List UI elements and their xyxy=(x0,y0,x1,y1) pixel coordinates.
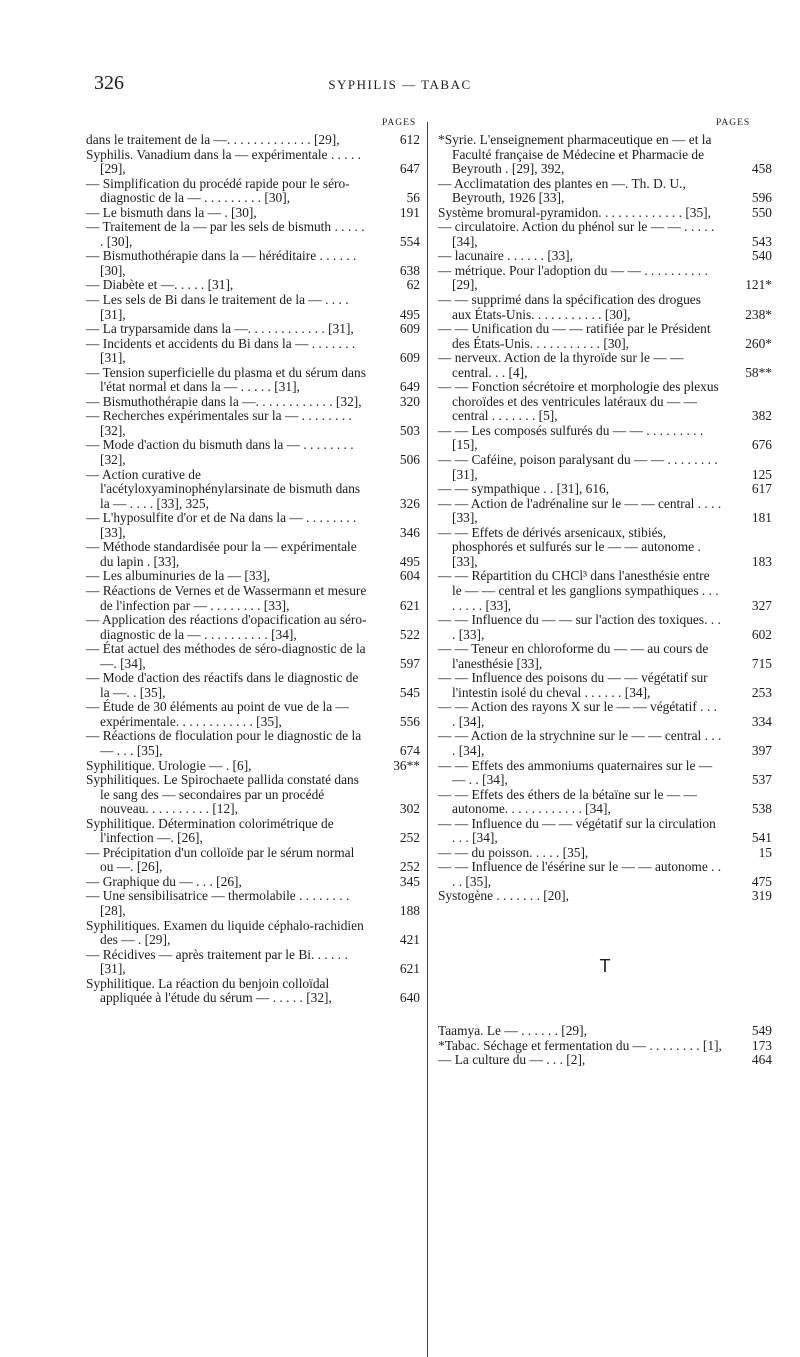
entry-page: 602 xyxy=(751,626,772,642)
entry-text: — Traitement de la — par les sels de bismuth . . . . . . [30], xyxy=(86,219,365,249)
entry-text: Syphilitique. Urologie — . [6], xyxy=(86,757,252,773)
entry-page: 538 xyxy=(751,801,772,817)
entry-text: Syphilitique. La réaction du benjoin colloïdal appliquée à l'étude du sérum — . . . . . [32], xyxy=(86,975,332,1006)
index-entry xyxy=(438,889,772,904)
index-entry xyxy=(438,613,772,642)
entry-text: — — Action de la strychnine sur le — — central . . . . [34], xyxy=(438,728,722,758)
entry-text: — — Action de l'adrénaline sur le — — central . . . . [33], xyxy=(438,495,722,526)
column-divider xyxy=(427,122,428,1357)
entry-text: — Acclimatation des plantes en —. Th. D. U., Beyrouth, 1926 [33], xyxy=(438,175,686,206)
entry-text: — circulatoire. Action du phénol sur le — — . . . . . [34], xyxy=(438,219,715,249)
index-entry xyxy=(438,1039,772,1054)
entry-page: 612 xyxy=(399,132,420,147)
section-letter: T xyxy=(599,955,611,976)
index-entry xyxy=(438,351,772,380)
index-entry xyxy=(86,700,420,729)
entry-page: 188 xyxy=(399,902,420,918)
entry-text: Syphilis. Vanadium dans la — expérimentale . . . . . [29], xyxy=(86,146,361,177)
entry-page: 647 xyxy=(399,161,420,177)
entry-text: — Étude de 30 éléments au point de vue de la — expérimentale. . . . . . . . . . . . [35], xyxy=(86,699,349,729)
entry-text: Système bromural-pyramidon. . . . . . . . . . . . . [35], xyxy=(438,204,711,220)
entry-page: 621 xyxy=(399,597,420,613)
entry-text: — Simplification du procédé rapide pour le séro-diagnostic de la — . . . . . . . . . [30], xyxy=(86,175,350,206)
index-entry xyxy=(86,759,420,774)
entry-text: — Les albuminuries de la — [33], xyxy=(86,568,271,584)
entry-text: — — du poisson. . . . . [35], xyxy=(438,844,589,860)
index-entry xyxy=(86,249,420,278)
entry-text: — — sympathique . . [31], 616, xyxy=(438,481,610,497)
index-entry xyxy=(86,613,420,642)
entry-page: 327 xyxy=(751,597,772,613)
entry-text: Syphilitiques. Le Spirochaete pallida constaté dans le sang des — secondaires par un procédé nouveau. . . . . . . . . . [12], xyxy=(86,772,359,817)
entry-text: — Tension superficielle du plasma et du sérum dans l'état normal et dans la — . . . . . [31], xyxy=(86,364,366,395)
entry-page: 326 xyxy=(399,495,420,511)
index-entry xyxy=(86,773,420,817)
index-entry xyxy=(86,729,420,758)
entry-text: — Mode d'action des réactifs dans le diagnostic de la —. . [35], xyxy=(86,670,359,700)
pages-label-left: PAGES xyxy=(382,118,417,128)
index-entry xyxy=(86,540,420,569)
index-entry xyxy=(86,337,420,366)
entry-page: 421 xyxy=(399,932,420,948)
entry-text: — Les sels de Bi dans le traitement de la — . . . . [31], xyxy=(86,292,349,322)
index-entry xyxy=(86,206,420,221)
index-entry xyxy=(86,919,420,948)
entry-page: 252 xyxy=(399,830,420,846)
left-column xyxy=(86,133,420,1006)
entry-text: — — Effets des ammoniums quaternaires sur le — — . . [34], xyxy=(438,757,713,788)
entry-page: 183 xyxy=(751,553,772,569)
index-entry xyxy=(86,584,420,613)
entry-text: — Méthode standardisée pour la — expérimentale du lapin . [33], xyxy=(86,539,357,569)
entry-page: 541 xyxy=(751,830,772,846)
entry-page: 638 xyxy=(399,262,420,278)
entry-page: 397 xyxy=(751,742,772,758)
entry-page: 464 xyxy=(751,1052,772,1068)
entry-page: 58** xyxy=(745,364,772,380)
entry-text: — Le bismuth dans la — . [30], xyxy=(86,204,257,220)
entry-page: 604 xyxy=(399,568,420,584)
entry-page: 56 xyxy=(406,190,420,206)
index-entry xyxy=(86,948,420,977)
index-entry xyxy=(438,817,772,846)
entry-text: — — Influence du — — végétatif sur la circulation . . . [34], xyxy=(438,815,716,846)
running-title: SYPHILIS — TABAC xyxy=(328,77,472,92)
entry-text: — L'hyposulfite d'or et de Na dans la — . . . . . . . . [33], xyxy=(86,510,357,540)
entry-page: 617 xyxy=(751,481,772,497)
entry-text: — — Fonction sécrétoire et morphologie des plexus choroïdes et des ventricules latéraux du — — central . . . . . . . [5], xyxy=(438,379,719,424)
entry-text: — État actuel des méthodes de séro-diagnostic de la —. [34], xyxy=(86,641,366,671)
entry-text: — Diabète et —. . . . . [31], xyxy=(86,277,234,293)
entry-text: dans le traitement de la —. . . . . . . . . . . . . [29], xyxy=(86,132,340,147)
entry-page: 458 xyxy=(751,161,772,177)
index-entry xyxy=(438,293,772,322)
index-entry xyxy=(86,889,420,918)
index-entry xyxy=(86,395,420,410)
entry-page: 382 xyxy=(751,408,772,424)
index-entry xyxy=(438,860,772,889)
entry-text: — La tryparsamide dans la —. . . . . . . . . . . . [31], xyxy=(86,321,354,337)
index-entry xyxy=(438,206,772,221)
index-entry xyxy=(86,846,420,875)
entry-page: 621 xyxy=(399,961,420,977)
entry-page: 540 xyxy=(751,248,772,264)
entry-text: — — Action des rayons X sur le — — végétatif . . . . [34], xyxy=(438,699,717,729)
entry-text: — Précipitation d'un colloïde par le sérum normal ou —. [26], xyxy=(86,844,355,875)
entry-page: 238* xyxy=(745,306,772,322)
entry-page: 537 xyxy=(751,772,772,788)
index-entry xyxy=(86,817,420,846)
entry-page: 495 xyxy=(399,553,420,569)
index-entry xyxy=(438,177,772,206)
index-entry xyxy=(438,759,772,788)
entry-page: 173 xyxy=(751,1037,772,1053)
entry-page: 609 xyxy=(399,350,420,366)
index-entry xyxy=(438,788,772,817)
index-entry xyxy=(86,322,420,337)
entry-page: 554 xyxy=(399,233,420,249)
entry-text: — Bismuthothérapie dans la —. . . . . . . . . . . . [32], xyxy=(86,393,362,409)
entry-page: 253 xyxy=(751,684,772,700)
index-entry xyxy=(86,366,420,395)
index-entry xyxy=(438,453,772,482)
entry-page: 545 xyxy=(399,684,420,700)
index-entry xyxy=(86,177,420,206)
right-column xyxy=(438,133,772,1068)
index-entry xyxy=(438,133,772,177)
entry-text: — — Influence des poisons du — — végétatif sur l'intestin isolé du cheval . . . . . . [34], xyxy=(438,670,708,700)
entry-text: Syphilitiques. Examen du liquide céphalo-rachidien des — . [29], xyxy=(86,917,364,948)
entry-page: 649 xyxy=(399,379,420,395)
entry-text: — — supprimé dans la spécification des drogues aux États-Unis. . . . . . . . . . . [30], xyxy=(438,292,701,322)
entry-text: — lacunaire . . . . . . [33], xyxy=(438,248,573,264)
entry-page: 334 xyxy=(751,713,772,729)
entry-text: — — Les composés sulfurés du — — . . . . . . . . . [15], xyxy=(438,422,704,453)
entry-text: — — Répartition du CHCl³ dans l'anesthésie entre le — — central et les ganglions sympathiques . . . . . . . . [33], xyxy=(438,568,719,613)
entry-page: 125 xyxy=(751,466,772,482)
index-entry xyxy=(438,322,772,351)
entry-text: Systogène . . . . . . . [20], xyxy=(438,888,569,904)
entry-page: 260* xyxy=(745,335,772,351)
index-entry xyxy=(438,700,772,729)
entry-text: — Incidents et accidents du Bi dans la — . . . . . . . [31], xyxy=(86,335,356,366)
entry-page: 319 xyxy=(751,888,772,904)
index-entry xyxy=(438,1024,772,1039)
entry-page: 674 xyxy=(399,742,420,758)
index-entry xyxy=(438,671,772,700)
entry-page: 609 xyxy=(399,321,420,337)
entry-page: 36** xyxy=(393,757,420,773)
entry-text: — — Effets de dérivés arsenicaux, stibiés, phosphorés et sulfurés sur le — — autonome . [33], xyxy=(438,524,701,569)
index-entry xyxy=(438,526,772,570)
entry-text: — Bismuthothérapie dans la — héréditaire . . . . . . [30], xyxy=(86,248,357,278)
entry-text: — — Influence du — — sur l'action des toxiques. . . . [33], xyxy=(438,612,721,642)
index-entry xyxy=(438,249,772,264)
pages-label-right: PAGES xyxy=(716,118,751,128)
entry-text: — — Influence de l'ésérine sur le — — autonome . . . . [35], xyxy=(438,859,722,889)
entry-text: — Recherches expérimentales sur la — . . . . . . . . [32], xyxy=(86,408,352,438)
page-number: 326 xyxy=(94,72,124,94)
entry-text: — — Teneur en chloroforme du — — au cours de l'anesthésie [33], xyxy=(438,641,709,671)
entry-text: *Tabac. Séchage et fermentation du — . . . . . . . . [1], xyxy=(438,1037,722,1053)
entry-text: — — Effets des éthers de la bétaïne sur le — — autonome. . . . . . . . . . . . [34], xyxy=(438,786,697,817)
entry-text: — — Unification du — — ratifiée par le Président des États-Unis. . . . . . . . . . . [30], xyxy=(438,321,711,351)
entry-page: 191 xyxy=(399,204,420,220)
index-entry xyxy=(438,264,772,293)
entry-text: — Réactions de floculation pour le diagnostic de la — . . . [35], xyxy=(86,728,362,758)
entry-text: — Une sensibilisatrice — thermolabile . . . . . . . . [28], xyxy=(86,888,350,918)
index-entry xyxy=(438,482,772,497)
entry-text: — La culture du — . . . [2], xyxy=(438,1052,586,1068)
index-entry xyxy=(86,278,420,293)
index-entry xyxy=(86,642,420,671)
entry-text: — Application des réactions d'opacification au séro-diagnostic de la — . . . . . . . . . . [34], xyxy=(86,612,367,642)
entry-page: 495 xyxy=(399,306,420,322)
entry-page: 320 xyxy=(399,393,420,409)
index-entry xyxy=(86,148,420,177)
entry-page: 543 xyxy=(751,233,772,249)
entry-text: — — Caféine, poison paralysant du — — . . . . . . . . [31], xyxy=(438,452,718,482)
index-entry xyxy=(438,380,772,424)
index-entry xyxy=(86,671,420,700)
entry-page: 522 xyxy=(399,626,420,642)
entry-page: 556 xyxy=(399,713,420,729)
index-entry xyxy=(86,569,420,584)
entry-page: 549 xyxy=(751,1022,772,1038)
entry-page: 503 xyxy=(399,422,420,438)
entry-page: 640 xyxy=(399,990,420,1006)
entry-text: — Mode d'action du bismuth dans la — . . . . . . . . [32], xyxy=(86,437,354,468)
entry-page: 62 xyxy=(406,277,420,293)
entry-page: 715 xyxy=(751,655,772,671)
entry-page: 346 xyxy=(399,524,420,540)
index-entry xyxy=(86,293,420,322)
entry-text: Syphilitique. Détermination colorimétrique de l'infection —. [26], xyxy=(86,815,334,846)
entry-page: 181 xyxy=(751,510,772,526)
index-entry xyxy=(86,409,420,438)
entry-text: *Syrie. L'enseignement pharmaceutique en — et la Faculté française de Médecine et Pharmacie de Beyrouth . [29], 392, xyxy=(438,132,712,177)
index-entry xyxy=(86,511,420,540)
entry-page: 15 xyxy=(758,844,772,860)
index-entry xyxy=(438,729,772,758)
entry-page: 121* xyxy=(745,277,772,293)
entry-page: 475 xyxy=(751,873,772,889)
entry-page: 345 xyxy=(399,873,420,889)
entry-text: — Réactions de Vernes et de Wassermann et mesure de l'infection par — . . . . . . . . [33], xyxy=(86,582,367,613)
entry-page: 506 xyxy=(399,452,420,468)
entry-page: 676 xyxy=(751,437,772,453)
index-entry xyxy=(86,133,420,148)
index-entry xyxy=(86,468,420,512)
entry-page: 302 xyxy=(399,801,420,817)
index-entry xyxy=(438,846,772,861)
page-header xyxy=(0,72,800,102)
entry-text: — Récidives — après traitement par le Bi. . . . . . [31], xyxy=(86,946,348,977)
index-entry xyxy=(86,977,420,1006)
index-entry xyxy=(438,220,772,249)
index-entry xyxy=(86,438,420,467)
index-entry xyxy=(86,875,420,890)
entry-page: 550 xyxy=(751,204,772,220)
index-entry xyxy=(438,497,772,526)
entry-text: — Graphique du — . . . [26], xyxy=(86,873,242,889)
entry-text: — métrique. Pour l'adoption du — — . . . . . . . . . . [29], xyxy=(438,262,708,293)
index-entry xyxy=(438,424,772,453)
index-entry xyxy=(438,642,772,671)
index-entry xyxy=(438,1053,772,1068)
index-entry xyxy=(438,569,772,613)
entry-text: Taamya. Le — . . . . . . [29], xyxy=(438,1022,587,1038)
index-entry xyxy=(86,220,420,249)
entry-page: 597 xyxy=(399,655,420,671)
entry-page: 252 xyxy=(399,859,420,875)
entry-page: 596 xyxy=(751,190,772,206)
entry-text: — Action curative de l'acétyloxyaminophénylarsinate de bismuth dans la — . . . . [33], 325, xyxy=(86,466,361,511)
entry-text: — nerveux. Action de la thyroïde sur le — — central. . . [4], xyxy=(438,350,684,380)
